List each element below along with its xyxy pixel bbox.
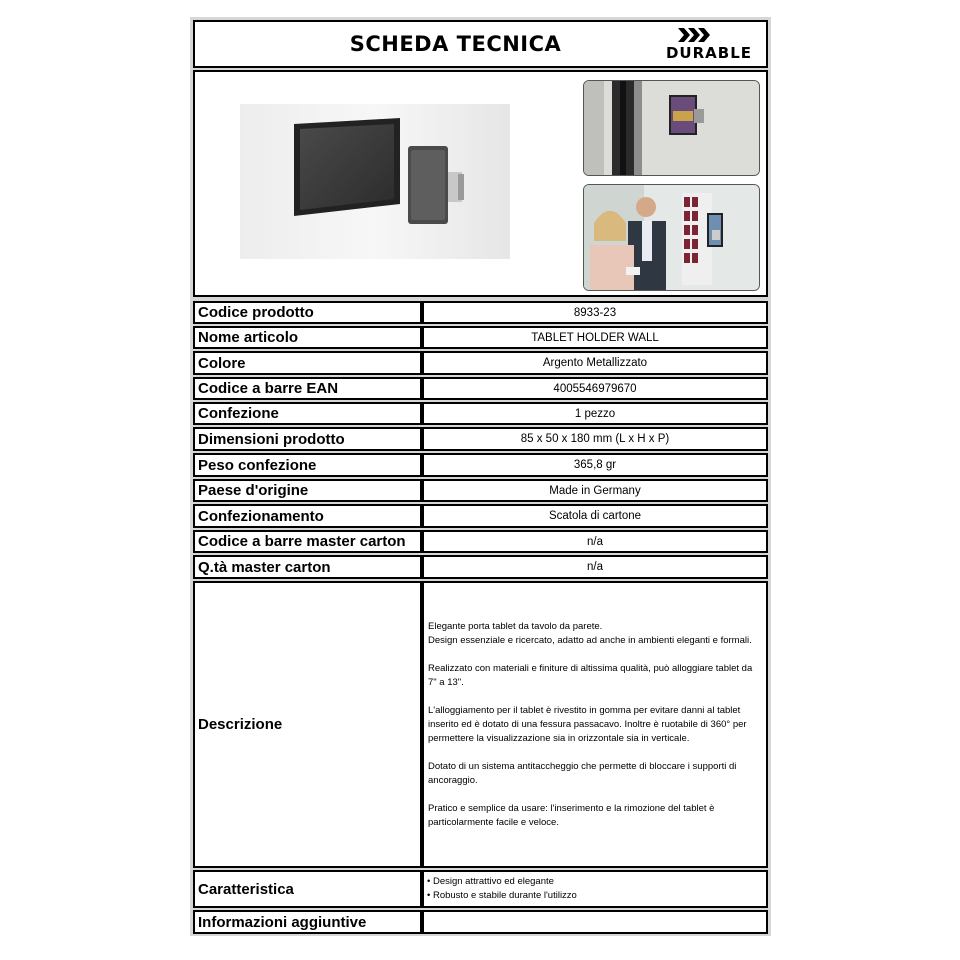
row-value-master-carton-barcode: n/a bbox=[422, 530, 768, 553]
row-value-confezionamento: Scatola di cartone bbox=[422, 504, 768, 528]
row-label-nome-articolo: Nome articolo bbox=[193, 326, 422, 349]
row-value-peso: 365,8 gr bbox=[422, 453, 768, 477]
description-text bbox=[428, 620, 762, 830]
description-value bbox=[422, 581, 768, 868]
row-value-colore: Argento Metallizzato bbox=[422, 351, 768, 375]
description-paragraph: Dotato di un sistema antitaccheggio che permette di bloccare i supporti di ancoraggio. bbox=[428, 760, 737, 786]
features-value bbox=[422, 870, 768, 908]
row-label-confezione: Confezione bbox=[193, 402, 422, 425]
description-paragraph: Elegante porta tablet da tavolo da parete. Design essenziale e ricercato, adatto ad anche in ambienti eleganti e formali. bbox=[428, 620, 752, 646]
row-label-codice-prodotto: Codice prodotto bbox=[193, 301, 422, 324]
page-title: SCHEDA TECNICA bbox=[349, 32, 562, 56]
row-value-dimensioni: 85 x 50 x 180 mm (L x H x P) bbox=[422, 427, 768, 451]
row-value-master-carton-qty: n/a bbox=[422, 555, 768, 579]
row-label-paese: Paese d'origine bbox=[193, 479, 422, 502]
images-box bbox=[193, 70, 768, 297]
row-value-paese: Made in Germany bbox=[422, 479, 768, 502]
feature-item: • Design attrattivo ed elegante bbox=[427, 876, 554, 887]
row-label-ean: Codice a barre EAN bbox=[193, 377, 422, 400]
tablet-holder-product-photo bbox=[240, 104, 510, 259]
row-label-dimensioni: Dimensioni prodotto bbox=[193, 427, 422, 451]
brand-name: DURABLE bbox=[665, 44, 752, 62]
row-label-confezionamento: Confezionamento bbox=[193, 504, 422, 528]
row-value-confezione: 1 pezzo bbox=[422, 402, 768, 425]
row-label-colore: Colore bbox=[193, 351, 422, 375]
row-label-peso: Peso confezione bbox=[193, 453, 422, 477]
wall-mounted-tablet-photo bbox=[583, 80, 760, 176]
brand-chevrons-icon bbox=[678, 28, 712, 42]
additional-info-value bbox=[422, 910, 768, 934]
feature-item: • Robusto e stabile durante l'utilizzo bbox=[427, 890, 577, 901]
row-value-nome-articolo: TABLET HOLDER WALL bbox=[422, 326, 768, 349]
row-value-codice-prodotto: 8933-23 bbox=[422, 301, 768, 324]
additional-info-label: Informazioni aggiuntive bbox=[193, 910, 422, 934]
store-usage-photo bbox=[583, 184, 760, 291]
description-paragraph: L'alloggiamento per il tablet è rivestito in gomma per evitare danni al tablet inserito ed è dotato di una fessura passacavo. Inoltre è ruotabile di 360° per permettere la visualizzazione sia in orizzontale sia in verticale. bbox=[428, 704, 747, 744]
row-value-ean: 4005546979670 bbox=[422, 377, 768, 400]
features-label: Caratteristica bbox=[193, 870, 422, 908]
description-paragraph: Pratico e semplice da usare: l'inserimento e la rimozione del tablet è particolarmente facile e veloce. bbox=[428, 802, 715, 828]
header-box bbox=[193, 20, 768, 68]
durable-logo bbox=[640, 28, 752, 62]
row-label-master-carton-qty: Q.tà master carton bbox=[193, 555, 422, 579]
description-label: Descrizione bbox=[193, 581, 422, 868]
description-paragraph: Realizzato con materiali e finiture di altissima qualità, può alloggiare tablet da 7" a 13". bbox=[428, 662, 753, 688]
row-label-master-carton-barcode: Codice a barre master carton bbox=[193, 530, 422, 553]
